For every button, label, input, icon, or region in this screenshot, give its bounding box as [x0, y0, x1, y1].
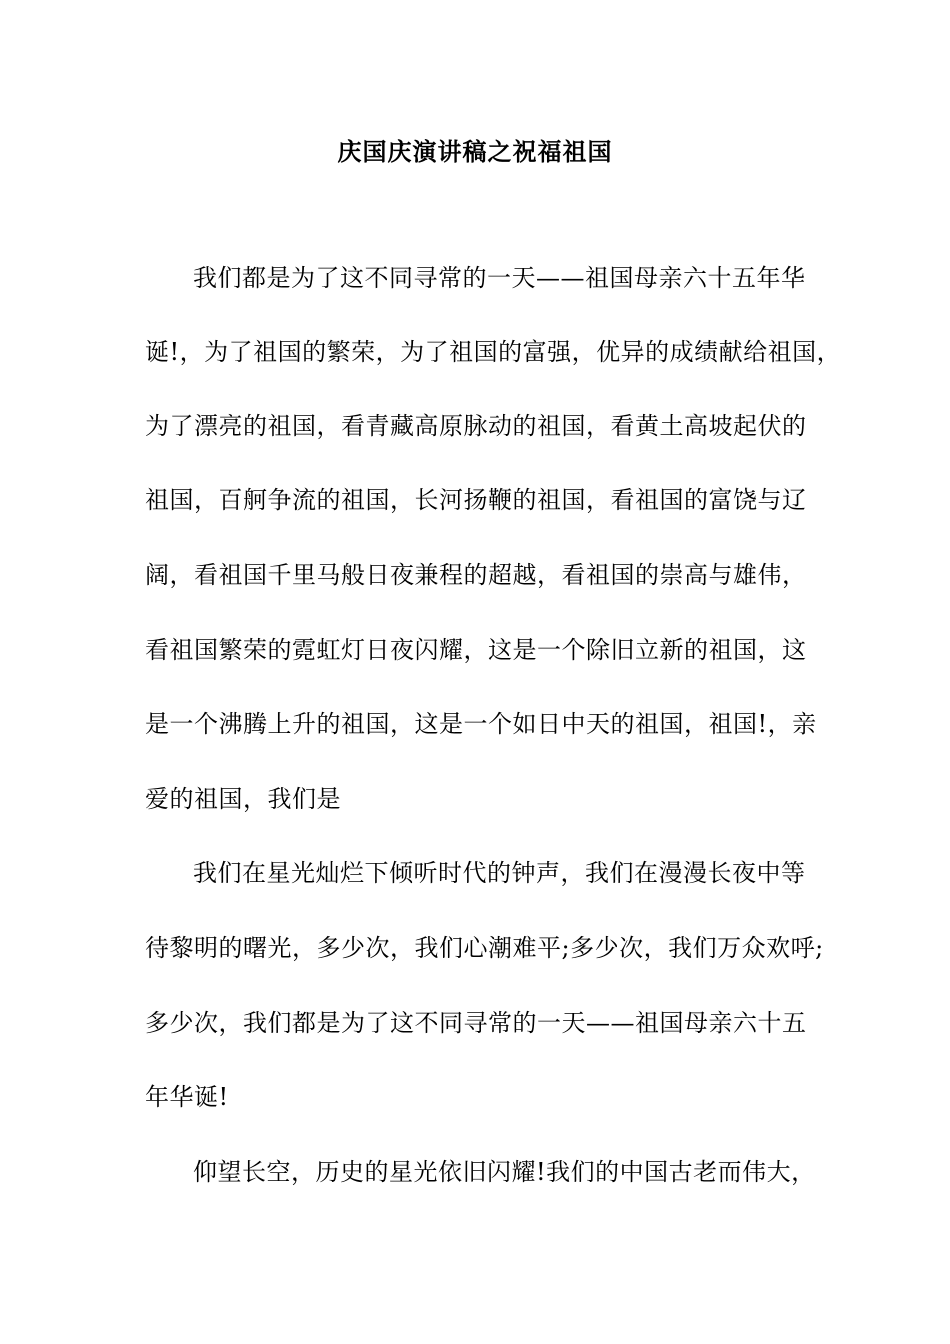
paragraph-1-line-2: 诞!，为了祖国的繁荣，为了祖国的富强，优异的成绩献给祖国，	[145, 338, 842, 366]
paragraph-2-line-1: 我们在星光灿烂下倾听时代的钟声，我们在漫漫长夜中等	[193, 859, 806, 887]
paragraph-1-line-6: 看祖国繁荣的霓虹灯日夜闪耀，这是一个除旧立新的祖国，这	[145, 636, 807, 664]
paragraph-1-line-3: 为了漂亮的祖国，看青藏高原脉动的祖国，看黄土高坡起伏的	[145, 412, 807, 440]
paragraph-1-line-8: 爱的祖国，我们是	[145, 785, 341, 813]
document-title: 庆国庆演讲稿之祝福祖国	[337, 137, 613, 166]
paragraph-1-line-5: 阔，看祖国千里马般日夜兼程的超越，看祖国的崇高与雄伟，	[145, 561, 807, 589]
paragraph-1-line-1: 我们都是为了这不同寻常的一天——祖国母亲六十五年华	[193, 264, 806, 292]
paragraph-1-line-4: 祖国，百舸争流的祖国，长河扬鞭的祖国，看祖国的富饶与辽	[145, 486, 807, 514]
paragraph-2-line-2: 待黎明的曙光，多少次，我们心潮难平;多少次，我们万众欢呼;	[145, 934, 824, 962]
paragraph-3-line-1: 仰望长空，历史的星光依旧闪耀!我们的中国古老而伟大，	[193, 1158, 816, 1186]
paragraph-2-line-3: 多少次，我们都是为了这不同寻常的一天——祖国母亲六十五	[145, 1009, 807, 1037]
paragraph-2-line-4: 年华诞!	[145, 1083, 229, 1111]
paragraph-1-line-7: 是一个沸腾上升的祖国，这是一个如日中天的祖国，祖国!，亲	[145, 710, 817, 738]
